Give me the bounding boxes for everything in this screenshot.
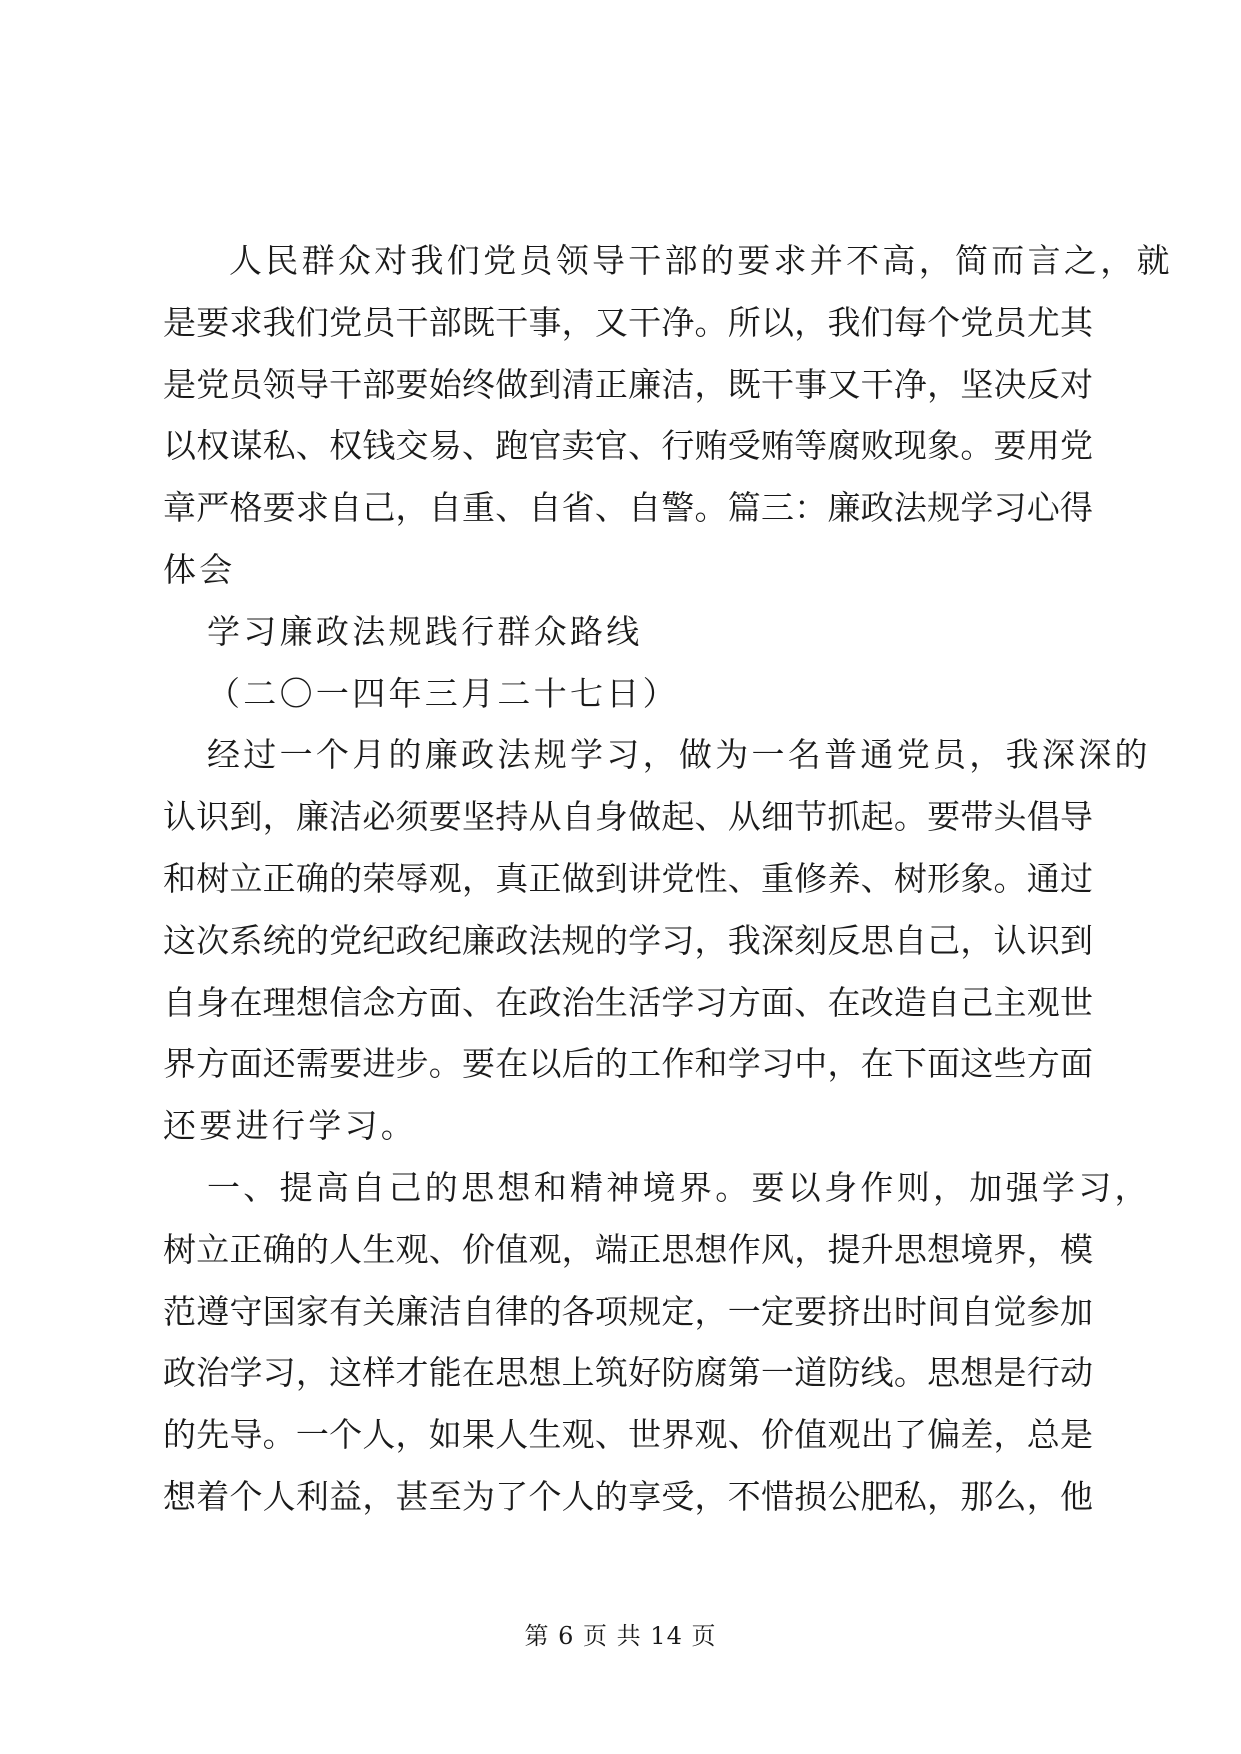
section-date: （二〇一四年三月二十七日） [207, 673, 679, 713]
paragraph-line: 政治学习，这样才能在思想上筑好防腐第一道防线。思想是行动 [163, 1353, 1093, 1393]
paragraph-line: 还要进行学习。 [163, 1106, 418, 1146]
paragraph-line: 范遵守国家有关廉洁自律的各项规定，一定要挤出时间自觉参加 [163, 1291, 1093, 1331]
paragraph-line: 想着个人利益，甚至为了个人的享受，不惜损公肥私，那么，他 [163, 1476, 1093, 1516]
paragraph-line: 的先导。一个人，如果人生观、世界观、价值观出了偏差，总是 [163, 1415, 1093, 1455]
paragraph-line: 章严格要求自己，自重、自省、自警。篇三：廉政法规学习心得 [163, 488, 1093, 528]
page-number-footer: 第 6 页 共 14 页 [524, 1622, 717, 1650]
paragraph-line: 树立正确的人生观、价值观，端正思想作风，提升思想境界，模 [163, 1229, 1093, 1269]
paragraph-line: 以权谋私、权钱交易、跑官卖官、行贿受贿等腐败现象。要用党 [163, 426, 1093, 466]
section-title: 学习廉政法规践行群众路线 [207, 611, 643, 651]
paragraph-line: 是党员领导干部要始终做到清正廉洁，既干事又干净，坚决反对 [163, 364, 1093, 404]
paragraph-line: 自身在理想信念方面、在政治生活学习方面、在改造自己主观世 [163, 982, 1093, 1022]
paragraph-line: 是要求我们党员干部既干事，又干净。所以，我们每个党员尤其 [163, 302, 1093, 342]
paragraph-line: 这次系统的党纪政纪廉政法规的学习，我深刻反思自己，认识到 [163, 920, 1093, 960]
paragraph-line: 和树立正确的荣辱观，真正做到讲党性、重修养、树形象。通过 [163, 858, 1093, 898]
paragraph-line: 经过一个月的廉政法规学习，做为一名普通党员，我深深的 [207, 735, 1151, 775]
paragraph-line: 界方面还需要进步。要在以后的工作和学习中，在下面这些方面 [163, 1044, 1093, 1084]
paragraph-line: 一、提高自己的思想和精神境界。要以身作则，加强学习， [207, 1167, 1151, 1207]
paragraph-line: 认识到，廉洁必须要坚持从自身做起、从细节抓起。要带头倡导 [163, 797, 1093, 837]
paragraph-line: 体会 [163, 549, 236, 589]
paragraph-line: 人民群众对我们党员领导干部的要求并不高，简而言之，就 [229, 241, 1173, 280]
document-body [163, 230, 1173, 1528]
